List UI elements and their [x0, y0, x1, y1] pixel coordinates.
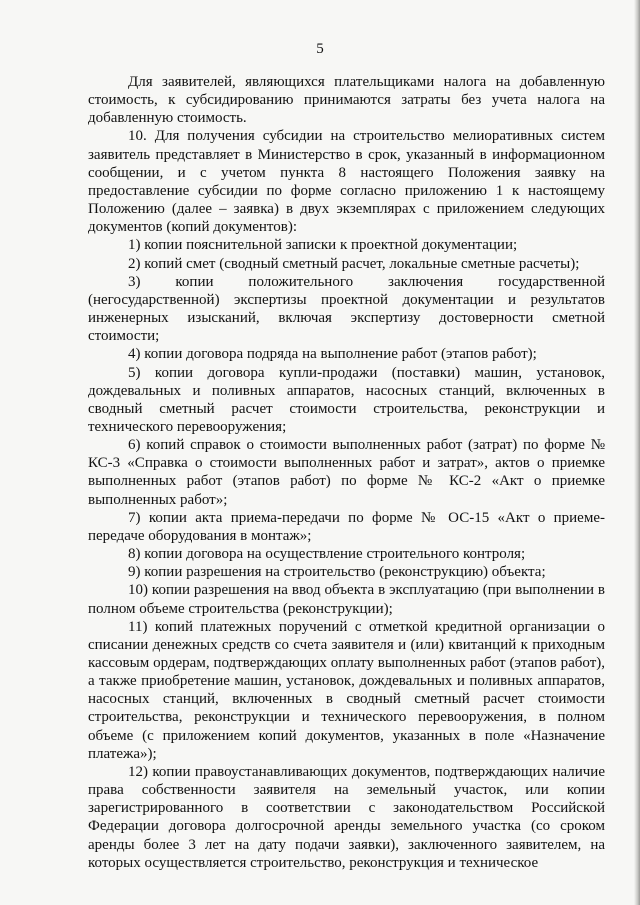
list-item-9: 9) копии разрешения на строительство (реконструкцию) объекта;: [128, 564, 546, 581]
document-body: [88, 73, 605, 872]
scan-edge-shadow: [634, 0, 640, 905]
paragraph-vat-note: Для заявителей, являющихся плательщиками налога на добавленную стоимость, к субсидированию принимаются затраты без учета налога на добавленную стоимость.: [88, 74, 605, 127]
list-item-7: 7) копии акта приема-передачи по форме № ОС-15 «Акт о приеме-передаче оборудования в монтаж»;: [88, 509, 605, 544]
list-item-2: 2) копий смет (сводный сметный расчет, локальные сметные расчеты);: [128, 255, 580, 272]
list-item-1: 1) копии пояснительной записки к проектной документации;: [128, 237, 518, 254]
paragraph-item-10: 10. Для получения субсидии на строительство мелиоративных систем заявитель представляет в Министерство в срок, указанный в информационном сообщении, и с учетом пункта 8 настоящего Положения заявку на предоставление субсидии по форме согласно приложению 1 к настоящему Положению (далее – заявка) в двух экземплярах с приложением следующих документов (копий документов):: [88, 128, 605, 236]
page-number: 5: [316, 41, 324, 57]
list-item-8: 8) копии договора на осуществление строительного контроля;: [128, 546, 526, 563]
list-item-3: 3) копии положительного заключения государственной (негосударственной) экспертизы проектной документации и результатов инженерных изысканий, включая экспертизу достоверности сметной стоимости;: [88, 273, 605, 345]
list-item-12: 12) копии правоустанавливающих документов, подтверждающих наличие права собственности заявителя на земельный участок, или копии зарегистрированного в соответствии с законодательством Российской Федерации договора долгосрочной аренды земельного участка (со сроком аренды более 3 лет на дату подачи заявки), заключенного заявителем, на которых осуществляется строительство, реконструкция и техническое: [88, 763, 605, 871]
list-item-10: 10) копии разрешения на ввод объекта в эксплуатацию (при выполнении в полном объеме строительства (реконструкции);: [88, 582, 605, 617]
list-item-4: 4) копии договора подряда на выполнение работ (этапов работ);: [128, 346, 537, 363]
list-item-11: 11) копий платежных поручений с отметкой кредитной организации о списании денежных средств со счета заявителя и (или) квитанций к приходным кассовым ордерам, подтверждающих оплату выполненных работ (этапов работ), а также приобретение машин, установок, дождевальных и поливных аппаратов, насосных станций, включенных в сводный сметный расчет стоимости строительства, реконструкции и технического перевооружения, в полном объеме (с приложением копий документов, указанных в поле «Назначение платежа»);: [88, 618, 605, 762]
list-item-5: 5) копии договора купли-продажи (поставки) машин, установок, дождевальных и поливных аппаратов, насосных станций, включенных в сводный сметный расчет стоимости строительства, реконструкции и технического перевооружения;: [88, 364, 605, 435]
list-item-6: 6) копий справок о стоимости выполненных работ (затрат) по форме № КС-3 «Справка о стоимости выполненных работ и затрат», актов о приемке выполненных работ (этапов работ) по форме № КС-2 «Акт о приемке выполненных работ»;: [88, 437, 605, 508]
